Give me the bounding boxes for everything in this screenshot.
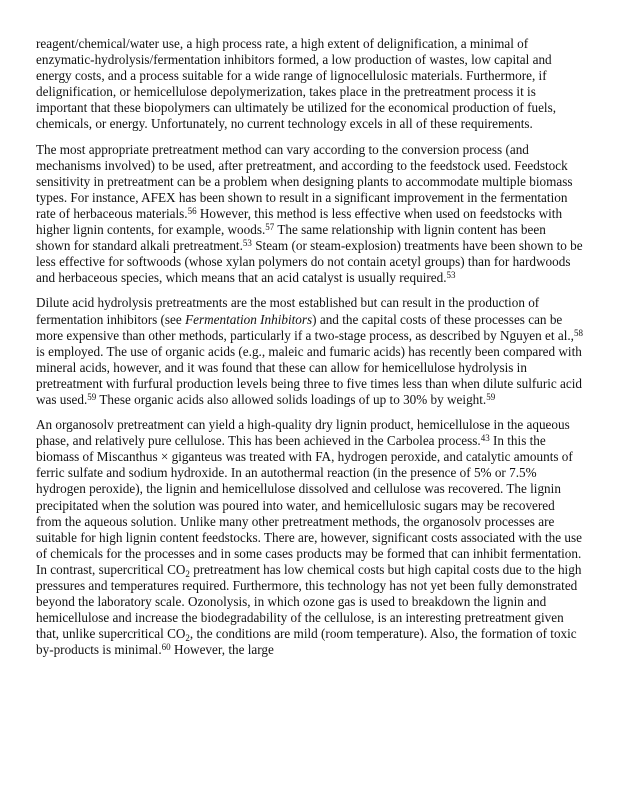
citation-57: 57 — [265, 222, 275, 233]
citation-53: 53 — [446, 270, 456, 281]
citation-43: 43 — [480, 433, 490, 444]
text-run: However, the large — [170, 642, 274, 658]
text-run: Steam (or steam-explosion) treatments have been shown to be less effective for softwoods (whose xylan polymers do not contain acetyl groups) than for hardwoods and herbaceous species, which means that an acid catalyst is usually required. — [36, 238, 583, 286]
cross-reference-fermentation-inhibitors: Fermentation Inhibitors — [185, 311, 313, 327]
citation-58: 58 — [573, 327, 583, 338]
citation-59: 59 — [87, 391, 97, 402]
citation-56: 56 — [187, 205, 197, 216]
text-run: However, this method is less effective when used on feedstocks with higher lignin contents, for example, woods. — [36, 205, 563, 238]
text-run: In this the biomass of Miscanthus × giganteus was treated with FA, hydrogen peroxide, and catalytic amounts of ferric sulfate and sodium hydroxide. In an autothermal reaction (in the presence of 5% or 7.5% hydrogen peroxide), the lignin and hemicellulose dissolved and cellulose was recovered. The lignin precipitated when the solution was poured into water, and hemicellulosic sugars may be recovered from the aqueous solution. Unlike many other pretreatment methods, the organosolv processes are suitable for high lignin content feedstocks. There are, however, significant costs associated with the use of chemicals for the processes and in some cases products may be formed that can inhibit fermentation. In contrast, supercritical CO — [36, 433, 582, 577]
subscript-2: 2 — [185, 568, 190, 579]
citation-60: 60 — [161, 642, 171, 653]
subscript-2: 2 — [185, 633, 190, 644]
text-run: The most appropriate pretreatment method can vary according to the conversion process (and mechanisms involved) to be used, after pretreatment, and according to the feedstock used. Feedstock sensitivity in pretreatment can be a problem when designing plants to accommodate multiple biomass types. For instance, AFEX has been shown to result in a significant improvement in the fermentation rate of herbaceous materials. — [36, 141, 573, 221]
text-run: ) and the capital costs of these processes can be more expensive than other methods, particularly if a two-stage process, as described by Nguyen et al., — [36, 311, 574, 343]
text-run: is employed. The use of organic acids (e.g., maleic and fumaric acids) has recently been compared with mineral acids, however, and it was found that these can allow for hemicellulose hydrolysis in pretreatment with furfural production levels being three to five times less than when dilute sulfuric acid was used. — [36, 343, 583, 407]
paragraph-requirements — [36, 36, 583, 133]
text-run: , the conditions are mild (room temperature). Also, the formation of toxic by-products is minimal. — [36, 626, 577, 658]
text-run: These organic acids also allowed solids loadings of up to 30% by weight. — [96, 391, 487, 407]
paragraph-pretreatment-method — [36, 142, 583, 287]
text-run: An organosolv pretreatment can yield a high-quality dry lignin product, hemicellulose in the aqueous phase, and relatively pure cellulose. This has been achieved in the Carbolea process. — [36, 417, 570, 449]
text-run: Dilute acid hydrolysis pretreatments are the most established but can result in the production of fermentation inhibitors (see — [36, 295, 540, 327]
citation-59: 59 — [486, 391, 496, 402]
citation-53: 53 — [242, 238, 252, 249]
paragraph-dilute-acid — [36, 295, 583, 408]
text-run: reagent/chemical/water use, a high process rate, a high extent of delignification, a minimal of enzymatic-hydrolysis/fermentation inhibitors formed, a low production of wastes, low capital and energy costs, and a process suitable for a wide range of lignocellulosic materials. Furthermore, if delignification, or hemicellulose depolymerization, takes place in the pretreatment process it is important that these biopolymers can ultimately be utilized for the economical production of fuels, chemicals, or energy. Unfortunately, no current technology excels in all of these requirements. — [36, 36, 557, 132]
text-run: pretreatment has low chemical costs but high capital costs due to the high pressures and temperatures required. Furthermore, this technology has not yet been fully demonstrated beyond the laboratory scale. Ozonolysis, in which ozone gas is used to breakdown the lignin and hemicellulose and increase the biodegradability of the cellulose, is an interesting pretreatment given that, unlike supercritical CO — [36, 561, 582, 642]
text-run: The same relationship with lignin content has been shown for standard alkali pretreatment. — [36, 222, 546, 254]
paragraph-organosolv — [36, 417, 583, 658]
